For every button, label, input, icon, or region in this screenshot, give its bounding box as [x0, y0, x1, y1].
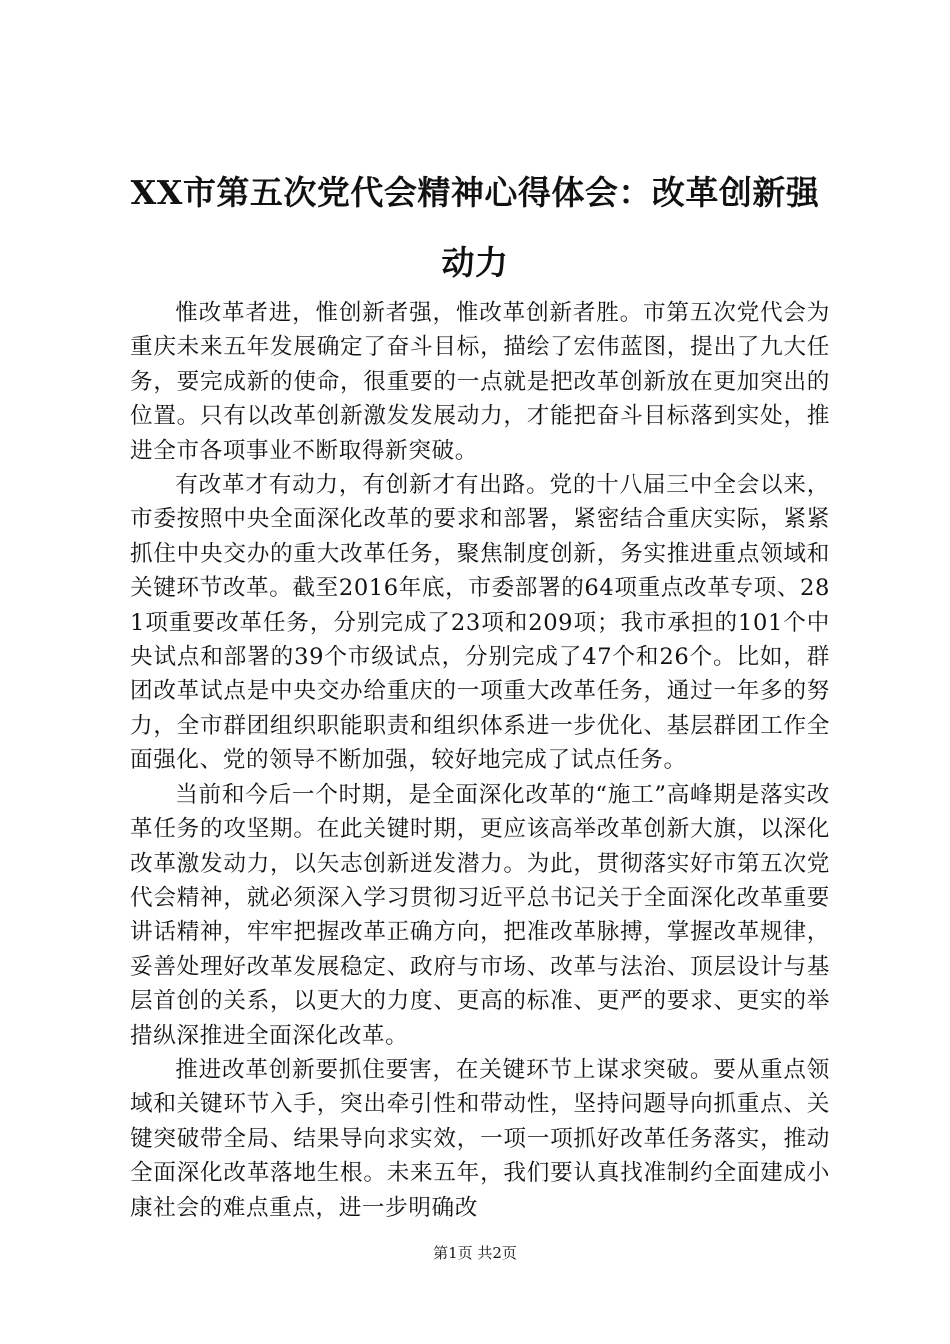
paragraph-3: 当前和今后一个时期，是全面深化改革的“施工”高峰期是落实改革任务的攻坚期。在此关键时期，更应该高举改革创新大旗，以深化改革激发动力，以矢志创新迸发潜力。为此，贯彻落实好市第五次党代会精神，就必须深入学习贯彻习近平总书记关于全面深化改革重要讲话精神，牢牢把握改革正确方向，把准改革脉搏，掌握改革规律，妥善处理好改革发展稳定、政府与市场、改革与法治、顶层设计与基层首创的关系，以更大的力度、更高的标准、更严的要求、更实的举措纵深推进全面深化改革。	[130, 781, 830, 1049]
page-number-footer: 第1页 共2页	[433, 1244, 517, 1262]
paragraph-2: 有改革才有动力，有创新才有出路。党的十八届三中全会以来，市委按照中央全面深化改革的要求和部署，紧密结合重庆实际，紧紧抓住中央交办的重大改革任务，聚焦制度创新，务实推进重点领域和关键环节改革。截至2016年底，市委部署的64项重点改革专项、281项重要改革任务，分别完成了23项和209项；我市承担的101个中央试点和部署的39个市级试点，分别完成了47个和26个。比如，群团改革试点是中央交办给重庆的一项重大改革任务，通过一年多的努力，全市群团组织职能职责和组织体系进一步优化、基层群团工作全面强化、党的领导不断加强，较好地完成了试点任务。	[130, 472, 830, 774]
document-title: XX市第五次党代会精神心得体会：改革创新强动力	[130, 173, 820, 282]
document-body	[130, 296, 830, 1225]
paragraph-1: 惟改革者进，惟创新者强，惟改革创新者胜。市第五次党代会为重庆未来五年发展确定了奋斗目标，描绘了宏伟蓝图，提出了九大任务，要完成新的使命，很重要的一点就是把改革创新放在更加突出的位置。只有以改革创新激发发展动力，才能把奋斗目标落到实处，推进全市各项事业不断取得新突破。	[130, 300, 830, 464]
paragraph-4: 推进改革创新要抓住要害，在关键环节上谋求突破。要从重点领域和关键环节入手，突出牵引性和带动性，坚持问题导向抓重点、关键突破带全局、结果导向求实效，一项一项抓好改革任务落实，推动全面深化改革落地生根。未来五年，我们要认真找准制约全面建成小康社会的难点重点，进一步明确改	[130, 1056, 830, 1221]
